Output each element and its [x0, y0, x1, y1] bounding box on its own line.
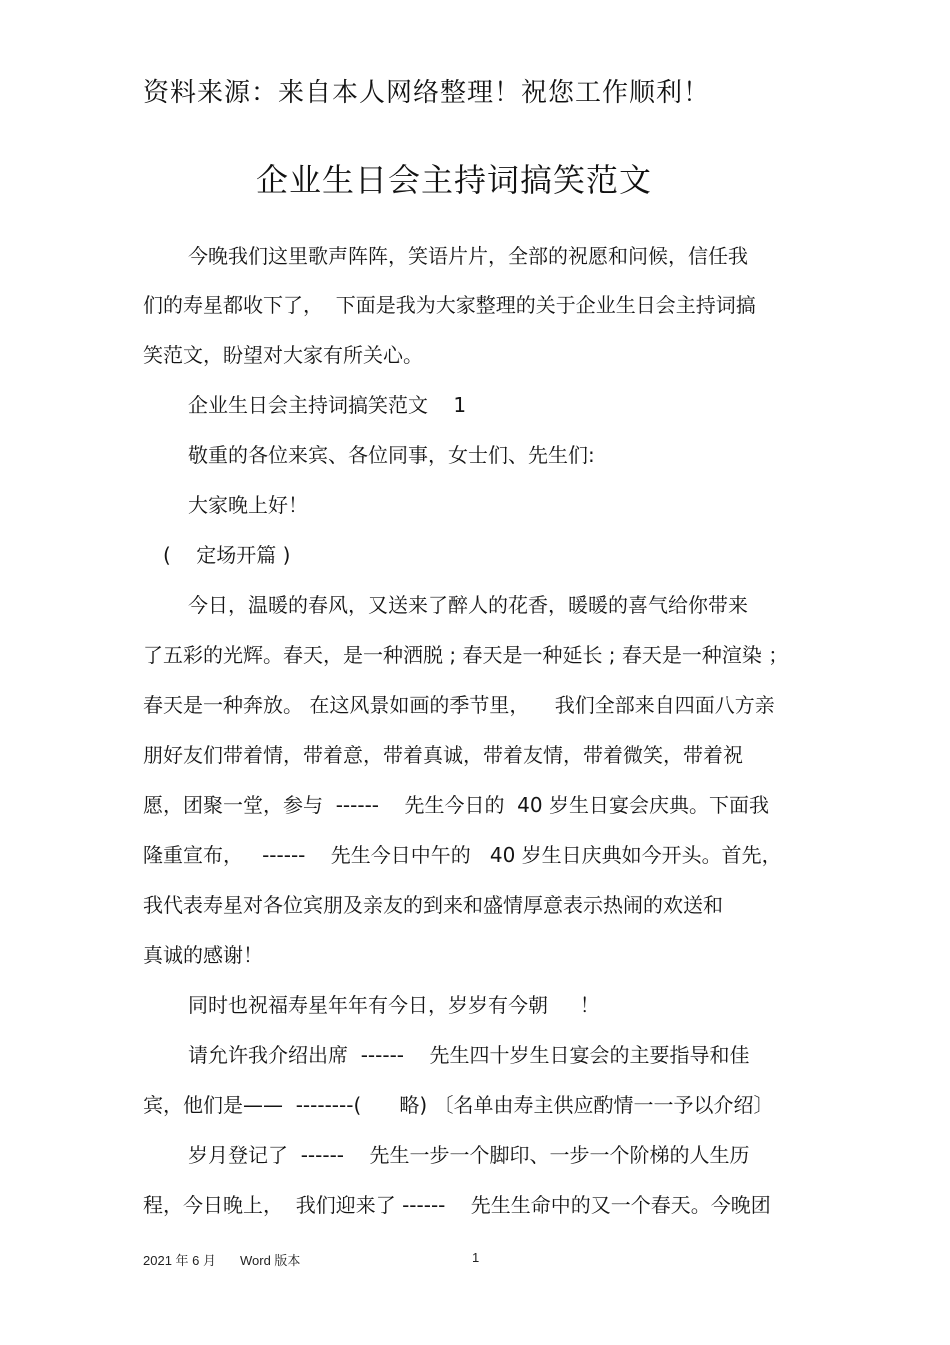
body-line: 朋好友们带着情，带着意，带着真诚，带着友情，带着微笑，带着祝	[143, 743, 743, 767]
body-line: 大家晚上好！	[188, 493, 308, 517]
body-line: 愿，团聚一堂，参与 ------ 先生今日的 40 岁生日宴会庆典。下面我	[143, 793, 769, 817]
body-line: 同时也祝福寿星年年有今日，岁岁有今朝 ！	[188, 993, 600, 1017]
footer-page-number: 1	[472, 1250, 480, 1265]
body-line: 真诚的感谢！	[143, 943, 263, 967]
body-line: 们的寿星都收下了， 下面是我为大家整理的关于企业生日会主持词搞	[143, 293, 756, 317]
footer-date: 2021 年 6 月	[143, 1253, 216, 1268]
footer-version: Word 版本	[240, 1253, 301, 1268]
body-line: ( 定场开篇 )	[163, 543, 291, 567]
header-note: 资料来源：来自本人网络整理！祝您工作顺利！	[143, 78, 711, 108]
body-line: 今晚我们这里歌声阵阵，笑语片片，全部的祝愿和问候，信任我	[188, 244, 748, 268]
body-line: 了五彩的光辉。春天，是一种洒脱 ; 春天是一种延长 ; 春天是一种渲染 ；	[143, 643, 789, 667]
section-heading: 企业生日会主持词搞笑范文 1	[188, 393, 467, 417]
body-line: 笑范文，盼望对大家有所关心。	[143, 343, 423, 367]
body-line: 今日，温暖的春风，又送来了醉人的花香，暖暖的喜气给你带来	[188, 593, 748, 617]
body-line: 岁月登记了 ------ 先生一步一个脚印、一步一个阶梯的人生历	[188, 1143, 750, 1167]
body-line: 程，今日晚上， 我们迎来了 ------ 先生生命中的又一个春天。今晚团	[143, 1193, 771, 1217]
body-line: 隆重宣布， ------ 先生今日中午的 40 岁生日庆典如今开头。首先，	[143, 843, 782, 867]
body-line: 敬重的各位来宾、各位同事，女士们、先生们:	[188, 443, 595, 467]
body-line: 宾，他们是—— --------( 略) 〔名单由寿主供应酌情一一予以介绍〕	[143, 1093, 774, 1117]
body-line: 请允许我介绍出席 ------ 先生四十岁生日宴会的主要指导和佳	[188, 1043, 750, 1067]
body-line: 我代表寿星对各位宾朋及亲友的到来和盛情厚意表示热闹的欢送和	[143, 893, 723, 917]
body-line: 春天是一种奔放。 在这风景如画的季节里， 我们全部来自四面八方亲	[143, 693, 775, 717]
document-title: 企业生日会主持词搞笑范文	[255, 161, 652, 199]
